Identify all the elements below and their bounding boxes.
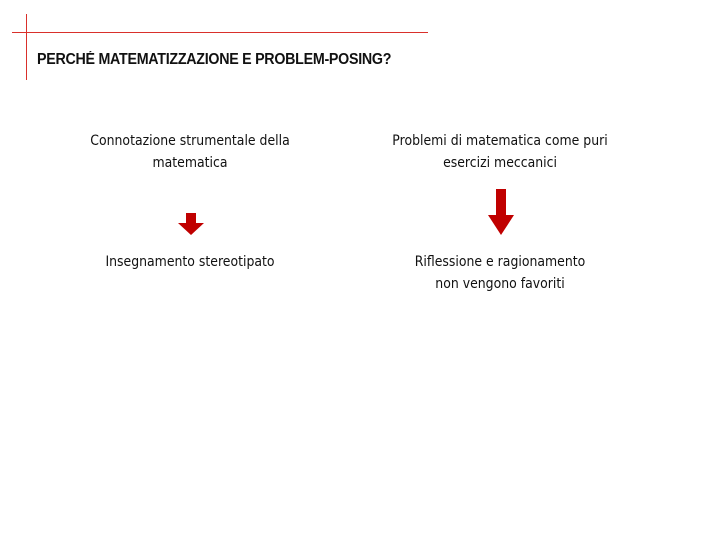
right-effect-line-1: Riflessione e ragionamento: [414, 254, 586, 270]
right-effect-text: [371, 251, 629, 295]
right-cause-line-1: Problemi di matematica come puri: [392, 133, 608, 149]
left-effect-text: [61, 251, 319, 273]
left-effect-line-1: Insegnamento stereotipato: [105, 254, 275, 270]
header-rule-vertical: [26, 14, 27, 80]
left-cause-text: [61, 130, 319, 174]
right-effect-line-2: non vengono favoriti: [435, 276, 565, 292]
right-cause-text: [371, 130, 629, 174]
slide-title: PERCHÉ MATEMATIZZAZIONE E PROBLEM-POSING?: [37, 51, 392, 68]
left-cause-line-2: matematica: [152, 155, 228, 171]
right-cause-line-2: esercizi meccanici: [443, 155, 557, 171]
header-rule-horizontal: [12, 32, 428, 33]
right-down-arrow-icon: [487, 189, 515, 235]
left-cause-line-1: Connotazione strumentale della: [90, 133, 290, 149]
left-down-arrow-icon: [177, 213, 205, 235]
